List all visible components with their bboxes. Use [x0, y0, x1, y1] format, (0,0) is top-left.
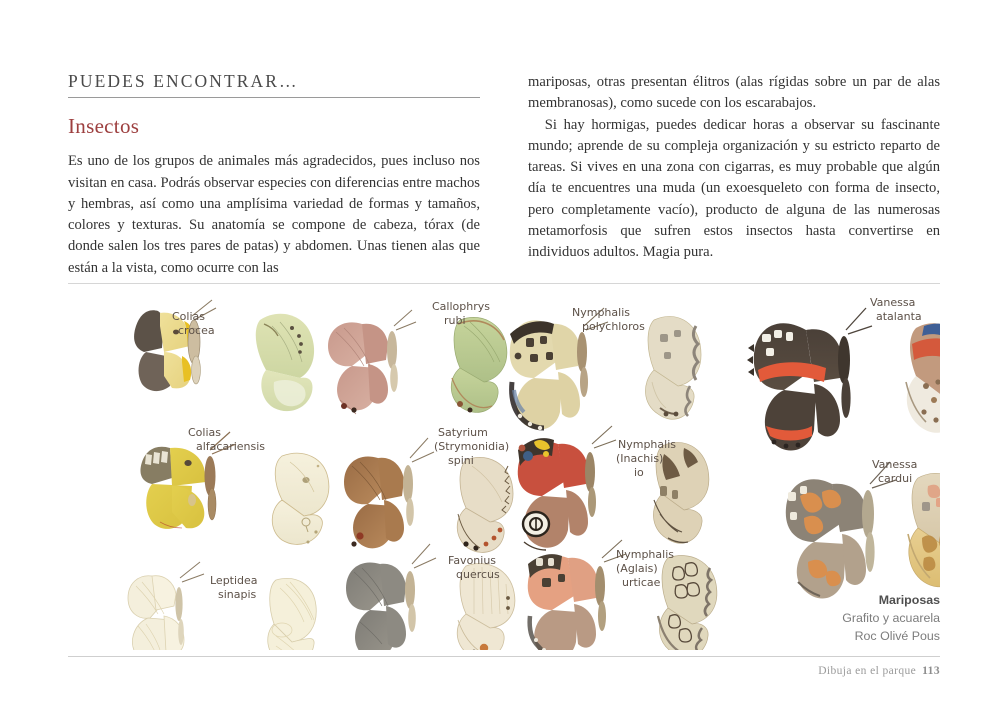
specimen-label: Vanessa [870, 296, 916, 309]
page-footer [818, 665, 940, 677]
specimen-label: Leptidea [210, 574, 258, 587]
specimen-colias-crocea [134, 300, 314, 411]
butterfly-dorsal [128, 562, 204, 650]
specimen-label: Nymphalis [616, 548, 674, 561]
page-title: Insectos [68, 114, 140, 139]
butterfly-ventral [906, 323, 940, 432]
butterfly-ventral [908, 473, 940, 586]
specimen-label: atalanta [876, 310, 922, 323]
specimen-vanessa-cardui [786, 458, 940, 599]
specimen-nymphalis-aglais-urticae [528, 540, 717, 650]
specimen-leptidea-sinapis [128, 562, 316, 650]
specimen-label: crocea [178, 324, 215, 337]
butterfly-dorsal [747, 308, 872, 451]
specimen-label: spini [448, 454, 474, 467]
specimen-nymphalis-inachis-io [518, 426, 709, 550]
specimen-label: polychloros [582, 320, 645, 333]
specimen-label: quercus [456, 568, 500, 581]
page-kicker: PUEDES ENCONTRAR… [68, 71, 299, 91]
specimen-label: rubi [444, 314, 466, 327]
left-text-column [68, 72, 480, 279]
specimen-label: urticae [622, 576, 661, 589]
specimen-label: (Inachis) [616, 452, 664, 465]
specimen-label: alfacariensis [196, 440, 266, 453]
butterfly-dorsal [346, 544, 436, 650]
footer-rule [68, 656, 940, 657]
butterfly-ventral [268, 578, 317, 650]
specimen-label: (Aglais) [616, 562, 658, 575]
butterfly-ventral [658, 556, 717, 650]
specimen-callophrys-rubi [328, 300, 507, 414]
butterfly-ventral [457, 457, 513, 552]
specimen-label: (Strymonidia) [434, 440, 510, 453]
kicker-rule [68, 97, 480, 98]
butterfly-dorsal [518, 426, 616, 550]
specimen-favonius-quercus [346, 544, 515, 650]
butterfly-dorsal [344, 438, 434, 548]
left-body-text [68, 151, 480, 279]
specimen-label: cardui [878, 472, 913, 485]
specimen-label: Nymphalis [572, 306, 630, 319]
caption-title: Mariposas [878, 593, 940, 607]
plate-top-rule [68, 283, 940, 284]
butterfly-ventral [451, 317, 507, 412]
paragraph: mariposas, otras presentan élitros (alas rígidas sobre un par de alas membranosas), como sucede con los escarabajos. [528, 74, 940, 112]
paragraph: Si hay hormigas, puedes dedicar horas a observar su fascinante mundo; aprende de su compleja organización y su estricto reparto de tareas. Si vives en una zona con cigarras, es muy probable que algún día te encuentres una muda (un exoesqueleto con forma de insecto, pero completamente vacío), producto de alguna de las numerosas metamorfosis que sufren estos insectos hasta convertirse en individuos adultos. Magia pura. [528, 116, 940, 261]
butterfly-dorsal [528, 540, 626, 650]
caption-technique: Grafito y acuarela [842, 610, 940, 625]
specimen-colias-alfacariensis [140, 426, 328, 544]
butterfly-ventral [272, 453, 329, 544]
specimen-satyrium-spini [344, 426, 513, 552]
specimen-label: Vanessa [872, 458, 918, 471]
right-body-text [528, 72, 940, 264]
butterfly-ventral [256, 314, 314, 411]
specimen-label: Callophrys [432, 300, 490, 313]
footer-page-number: 113 [922, 665, 940, 677]
specimen-label: Colias [172, 310, 205, 323]
specimen-label: sinapis [218, 588, 257, 601]
butterfly-dorsal [328, 310, 416, 414]
footer-book-title: Dibuja en el parque [818, 665, 917, 677]
specimen-label: io [634, 466, 644, 479]
paragraph: Es uno de los grupos de animales más agradecidos, pues incluso nos visitan en casa. Podrás observar especies con diferencias entre machos y hembras, así como una amplísima variedad de formas y tamaños, colores y texturas. Su anatomía se compone de cabeza, tórax (de donde salen los tres pares de patas) y abdomen. Unas tienen alas que están a la vista, como ocurre con las [68, 153, 480, 276]
specimen-label: Nymphalis [618, 438, 676, 451]
specimen-label: Colias [188, 426, 221, 439]
butterfly-ventral [645, 316, 701, 419]
specimen-label: Satyrium [438, 426, 488, 439]
text-columns [68, 71, 940, 276]
caption-author: Roc Olivé Pous [854, 628, 940, 643]
specimen-nymphalis-polychloros [510, 306, 701, 430]
right-text-column [528, 72, 940, 264]
plate-caption [760, 592, 940, 646]
specimen-label: Favonius [448, 554, 497, 567]
specimen-vanessa-atalanta [747, 296, 940, 451]
